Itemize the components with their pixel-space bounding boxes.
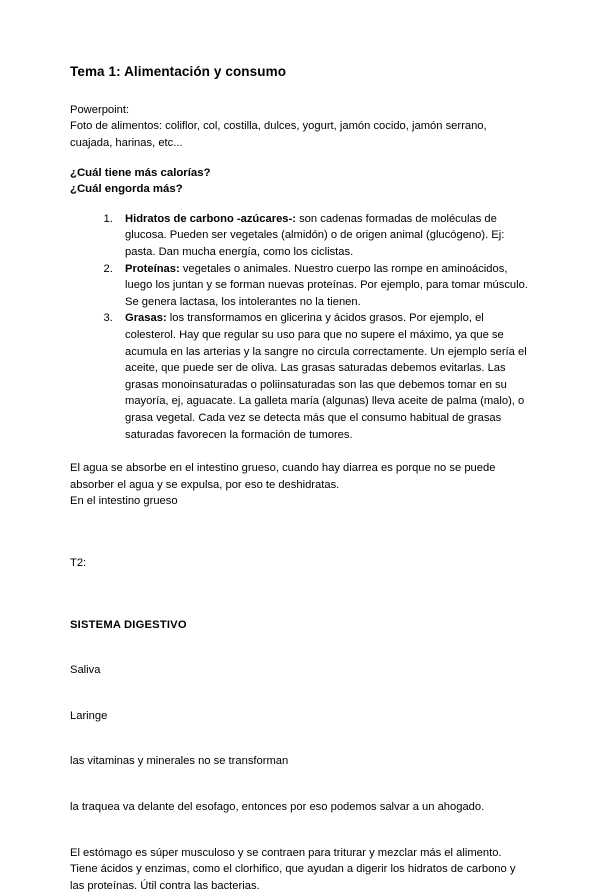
- list-item-lead: Hidratos de carbono -azúcares-:: [125, 213, 296, 225]
- intro-foods-line: Foto de alimentos: coliflor, col, costilla, dulces, yogurt, jamón cocido, jamón serrano, cuajada, harinas, etc...: [70, 118, 530, 151]
- list-item-body: son cadenas formadas de moléculas de glucosa. Pueden ser vegetales (almidón) o de origen animal (glucógeno). Ej: pasta. Dan mucha energía, como los ciclistas.: [125, 213, 504, 258]
- spacer: [70, 510, 530, 555]
- spacer: [70, 633, 530, 662]
- section-title-sistema-digestivo: SISTEMA DIGESTIVO: [70, 617, 530, 634]
- list-item: [116, 211, 530, 261]
- note-vitaminas: las vitaminas y minerales no se transforman: [70, 753, 530, 770]
- list-item: [116, 261, 530, 311]
- spacer: [70, 816, 530, 845]
- intro-powerpoint-line: Powerpoint:: [70, 102, 530, 119]
- page-title: Tema 1: Alimentación y consumo: [70, 64, 530, 81]
- list-item-body: vegetales o animales. Nuestro cuerpo las rompe en aminoácidos, luego los juntan y se forman nuevas proteínas. Por ejemplo, para tomar músculo. Se genera lactasa, los intolerantes no la tienen.: [125, 263, 528, 308]
- stomach-paragraph: El estómago es súper musculoso y se contraen para triturar y mezclar más el alimento. Tiene ácidos y enzimas, como el clorhifico, que ayudan a digerir los hidratos de carbono y las proteínas. Útil contra las bacterias.: [70, 845, 530, 894]
- list-item-body: los transformamos en glicerina y ácidos grasos. Por ejemplo, el colesterol. Hay que regular su uso para que no supere el máximo, ya que se acumula en las arterias y la sangre no circula correctamente. Un ejemplo sería el aceite, que puede ser de oliva. Las grasas saturadas debemos evitarlas. Las grasas monoinsaturadas o poliinsaturadas son las que debemos tomar en su mayoría, ej, aguacate. La galleta maría (algunas) lleva aceite de palma (malo), o grasa vegetal. Cada vez se detecta más que el consumo habitual de grasas saturadas favorecen la formación de tumores.: [125, 312, 527, 440]
- spacer: [70, 724, 530, 753]
- list-item-lead: Grasas:: [125, 312, 167, 324]
- question-engorda: ¿Cuál engorda más?: [70, 181, 530, 198]
- nutrient-list: [70, 211, 530, 443]
- spacer: [70, 443, 530, 460]
- water-followup-line: En el intestino grueso: [70, 493, 530, 510]
- list-item: [116, 310, 530, 443]
- spacer: [70, 572, 530, 617]
- spacer: [70, 152, 530, 165]
- t2-label: T2:: [70, 555, 530, 572]
- spacer: [70, 679, 530, 708]
- note-laringe: Laringe: [70, 708, 530, 725]
- list-item-lead: Proteínas:: [125, 263, 180, 275]
- note-saliva: Saliva: [70, 662, 530, 679]
- water-paragraph: El agua se absorbe en el intestino grueso, cuando hay diarrea es porque no se puede absorber el agua y se expulsa, por eso te deshidratas.: [70, 460, 530, 493]
- spacer: [70, 770, 530, 799]
- question-calorias: ¿Cuál tiene más calorías?: [70, 165, 530, 182]
- note-traquea: la traquea va delante del esofago, entonces por eso podemos salvar a un ahogado.: [70, 799, 530, 816]
